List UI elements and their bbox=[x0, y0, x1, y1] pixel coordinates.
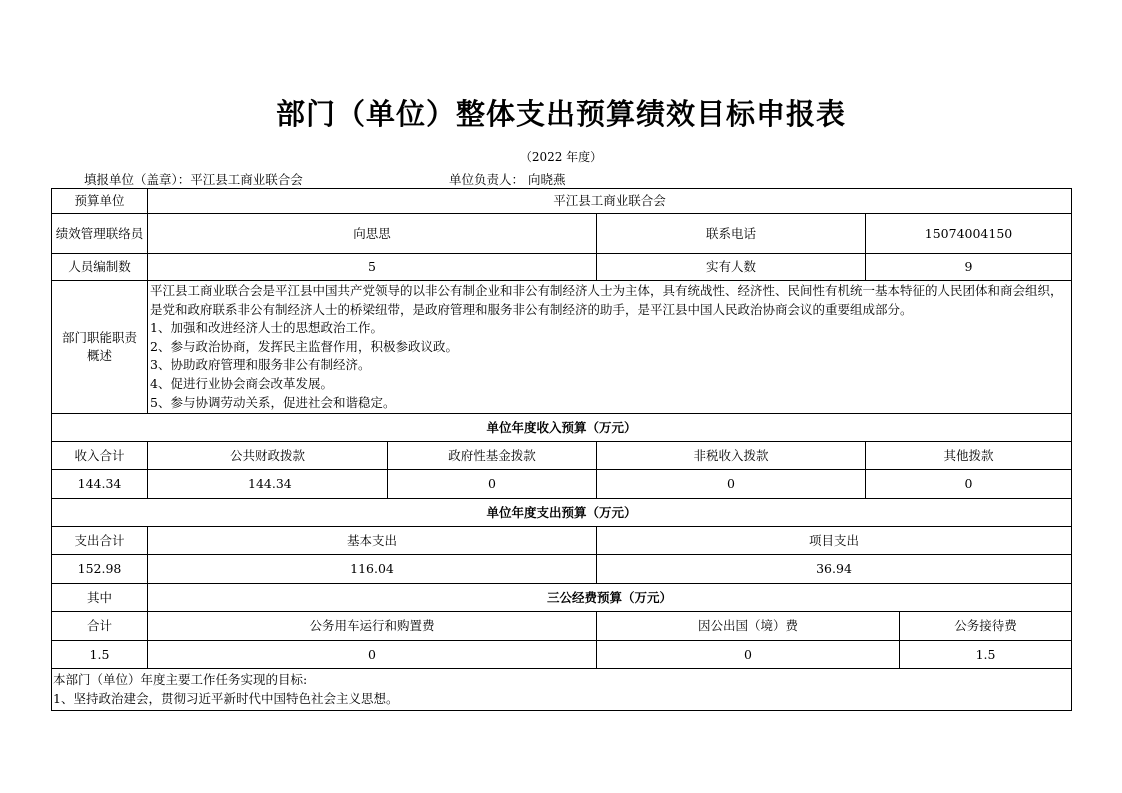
table-row bbox=[52, 214, 1072, 254]
budget-unit-value: 平江县工商业联合会 bbox=[148, 189, 1072, 214]
phone-label: 联系电话 bbox=[597, 214, 866, 254]
public-finance-value: 144.34 bbox=[148, 470, 388, 499]
table-row bbox=[52, 555, 1072, 584]
reception-cost-value: 1.5 bbox=[900, 641, 1072, 669]
table-row bbox=[52, 612, 1072, 641]
other-label: 其他拨款 bbox=[866, 442, 1072, 470]
non-tax-label: 非税收入拨款 bbox=[597, 442, 866, 470]
duty-label: 部门职能职责概述 bbox=[52, 281, 148, 414]
table-row bbox=[52, 641, 1072, 669]
table-row bbox=[52, 584, 1072, 612]
non-tax-value: 0 bbox=[597, 470, 866, 499]
duty-line: 平江县工商业联合会是平江县中国共产党领导的以非公有制企业和非公有制经济人士为主体，具有统战性、经济性、民间性有机统一基本特征的人民团体和商会组织，是党和政府联系非公有制经济人士的桥梁纽带，是政府管理和服务非公有制经济的助手，是平江县中国人民政治协商会议的重要组成部分。 bbox=[150, 283, 1063, 317]
table-row bbox=[52, 669, 1072, 711]
actual-value: 9 bbox=[866, 254, 1072, 281]
contact-label: 绩效管理联络员 bbox=[52, 214, 148, 254]
vehicle-cost-value: 0 bbox=[148, 641, 597, 669]
project-expense-label: 项目支出 bbox=[597, 527, 1072, 555]
duty-line: 1、加强和改进经济人士的思想政治工作。 bbox=[150, 320, 383, 336]
budget-form-table bbox=[51, 188, 1072, 711]
gov-fund-label: 政府性基金拨款 bbox=[388, 442, 597, 470]
project-expense-value: 36.94 bbox=[597, 555, 1072, 584]
staff-value: 5 bbox=[148, 254, 597, 281]
basic-expense-label: 基本支出 bbox=[148, 527, 597, 555]
target-item: 1、坚持政治建会，贯彻习近平新时代中国特色社会主义思想。 bbox=[53, 690, 399, 706]
table-row bbox=[52, 470, 1072, 499]
sangong-section-header: 三公经费预算（万元） bbox=[148, 584, 1072, 612]
among-label: 其中 bbox=[52, 584, 148, 612]
duty-line: 5、参与协调劳动关系，促进社会和谐稳定。 bbox=[150, 394, 396, 410]
expense-section-header: 单位年度支出预算（万元） bbox=[52, 499, 1072, 527]
staff-label: 人员编制数 bbox=[52, 254, 148, 281]
overseas-cost-value: 0 bbox=[597, 641, 900, 669]
contact-value: 向思思 bbox=[148, 214, 597, 254]
sangong-total-value: 1.5 bbox=[52, 641, 148, 669]
duty-line: 3、协助政府管理和服务非公有制经济。 bbox=[150, 357, 371, 373]
duty-line: 2、参与政治协商，发挥民主监督作用，积极参政议政。 bbox=[150, 338, 458, 354]
phone-value: 15074004150 bbox=[866, 214, 1072, 254]
budget-unit-label: 预算单位 bbox=[52, 189, 148, 214]
income-total-label: 收入合计 bbox=[52, 442, 148, 470]
actual-label: 实有人数 bbox=[597, 254, 866, 281]
sangong-total-label: 合计 bbox=[52, 612, 148, 641]
table-row bbox=[52, 527, 1072, 555]
reception-cost-label: 公务接待费 bbox=[900, 612, 1072, 641]
table-row bbox=[52, 499, 1072, 527]
expense-total-value: 152.98 bbox=[52, 555, 148, 584]
table-row bbox=[52, 442, 1072, 470]
public-finance-label: 公共财政拨款 bbox=[148, 442, 388, 470]
basic-expense-value: 116.04 bbox=[148, 555, 597, 584]
table-row bbox=[52, 414, 1072, 442]
table-row bbox=[52, 281, 1072, 414]
expense-total-label: 支出合计 bbox=[52, 527, 148, 555]
duty-description bbox=[148, 281, 1072, 414]
vehicle-cost-label: 公务用车运行和购置费 bbox=[148, 612, 597, 641]
table-row bbox=[52, 189, 1072, 214]
fiscal-year: （2022 年度） bbox=[519, 150, 603, 164]
table-row bbox=[52, 254, 1072, 281]
overseas-cost-label: 因公出国（境）费 bbox=[597, 612, 900, 641]
filling-unit: 填报单位（盖章）：平江县工商业联合会 bbox=[84, 172, 303, 187]
gov-fund-value: 0 bbox=[388, 470, 597, 499]
annual-targets bbox=[52, 669, 1072, 711]
other-value: 0 bbox=[866, 470, 1072, 499]
income-total-value: 144.34 bbox=[52, 470, 148, 499]
targets-intro: 本部门（单位）年度主要工作任务实现的目标: bbox=[53, 672, 308, 688]
page-title: 部门（单位）整体支出预算绩效目标申报表 bbox=[275, 97, 846, 131]
duty-line: 4、促进行业协会商会改革发展。 bbox=[150, 375, 333, 391]
income-section-header: 单位年度收入预算（万元） bbox=[52, 414, 1072, 442]
unit-head: 单位负责人： 向晓燕 bbox=[449, 172, 566, 187]
